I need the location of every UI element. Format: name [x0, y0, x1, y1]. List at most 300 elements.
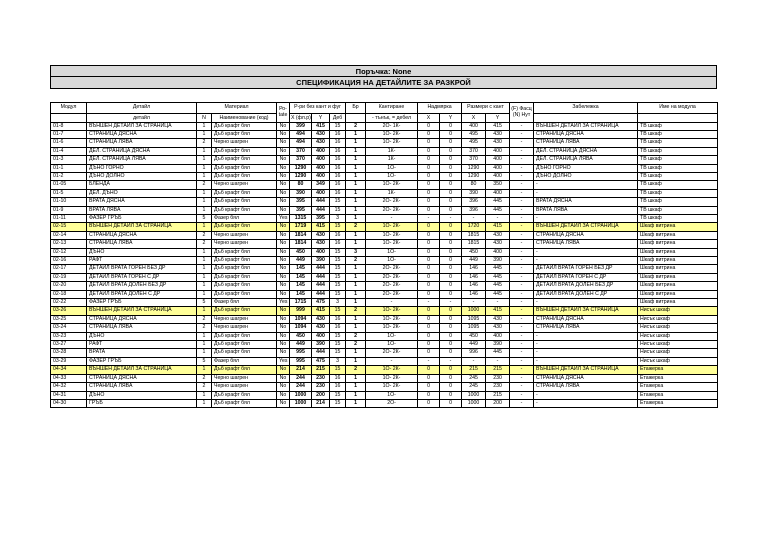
size-y-cell: 400	[312, 332, 330, 340]
edge-band-cell: 2О- 2К-	[366, 282, 418, 290]
edged-y-cell: 445	[486, 349, 510, 357]
detail-name-cell: БЛЕНДА	[87, 181, 197, 189]
rotate-cell: No	[277, 189, 290, 197]
size-y-cell: 390	[312, 257, 330, 265]
module-code-cell: 04-32	[51, 383, 87, 391]
note-cell: ДЕЛ. СТРАНИЦА ЛЯВА	[534, 156, 638, 164]
hdr-module-sub	[51, 113, 87, 122]
grain-cell: -	[510, 374, 534, 382]
allowance-x-cell: -	[418, 299, 440, 307]
edged-x-cell: 1000	[462, 399, 486, 407]
number-cell: 1	[197, 122, 212, 130]
note-cell: -	[534, 349, 638, 357]
rotate-cell: Yes	[277, 357, 290, 365]
count-cell: 1	[346, 130, 366, 138]
rotate-cell: No	[277, 265, 290, 273]
detail-name-cell: ГРЪБ	[87, 399, 197, 407]
count-cell: 1	[346, 324, 366, 332]
hdr-y: Y	[312, 113, 330, 122]
thickness-cell: 16	[330, 231, 346, 239]
module-code-cell: 02-14	[51, 231, 87, 239]
allowance-y-cell: 0	[440, 349, 462, 357]
hdr-rotate: Ро- tate	[277, 103, 290, 123]
size-y-cell: 400	[312, 147, 330, 155]
rotate-cell: No	[277, 147, 290, 155]
material-cell: Дъб крафт бял	[212, 257, 277, 265]
number-cell: 1	[197, 248, 212, 256]
edge-band-cell: 1О- 2К-	[366, 181, 418, 189]
thickness-cell: 16	[330, 324, 346, 332]
edged-x-cell: 146	[462, 282, 486, 290]
detail-name-cell: СТРАНИЦА ДЯСНА	[87, 231, 197, 239]
allowance-y-cell: 0	[440, 341, 462, 349]
module-code-cell: 02-16	[51, 257, 87, 265]
note-cell: -	[534, 332, 638, 340]
thickness-cell: 15	[330, 248, 346, 256]
module-name-cell: ТВ шкаф	[638, 164, 718, 172]
allowance-x-cell: 0	[418, 273, 440, 281]
rotate-cell: Yes	[277, 299, 290, 307]
edged-x-cell: 80	[462, 181, 486, 189]
note-cell: ДЕТАЙЛ ВРАТА ДОЛЕН БЕЗ ДР	[534, 282, 638, 290]
allowance-x-cell: 0	[418, 156, 440, 164]
allowance-x-cell: 0	[418, 223, 440, 231]
edge-band-cell: 1О- 2К-	[366, 139, 418, 147]
grain-cell: -	[510, 357, 534, 365]
size-x-cell: 80	[290, 181, 312, 189]
detail-name-cell: ДЕТАЙЛ ВРАТА ГОРЕН С ДР	[87, 273, 197, 281]
allowance-y-cell: 0	[440, 156, 462, 164]
table-row	[51, 332, 718, 340]
module-name-cell: Нисък шкаф	[638, 341, 718, 349]
count-cell: 1	[346, 290, 366, 298]
count-cell: 1	[346, 156, 366, 164]
module-name-cell: Шкаф витрина	[638, 290, 718, 298]
detail-name-cell: ДЪНО ДОЛНО	[87, 172, 197, 180]
number-cell: 1	[197, 164, 212, 172]
count-cell: 1	[346, 399, 366, 407]
module-name-cell: ТВ шкаф	[638, 172, 718, 180]
size-y-cell: 444	[312, 273, 330, 281]
grain-cell: -	[510, 122, 534, 130]
size-y-cell: 430	[312, 324, 330, 332]
material-cell: Дъб крафт бял	[212, 122, 277, 130]
hdr-detail: Детайл	[87, 103, 197, 114]
number-cell: 1	[197, 198, 212, 206]
thickness-cell: 15	[330, 122, 346, 130]
module-code-cell: 01-5	[51, 189, 87, 197]
edge-band-cell: 2О- 2К-	[366, 273, 418, 281]
thickness-cell: 3	[330, 214, 346, 222]
rotate-cell: No	[277, 231, 290, 239]
count-cell: 1	[346, 147, 366, 155]
hdr-allow-x: X	[418, 113, 440, 122]
module-code-cell: 02-18	[51, 290, 87, 298]
size-y-cell: 395	[312, 214, 330, 222]
module-code-cell: 02-19	[51, 273, 87, 281]
size-x-cell: 1094	[290, 315, 312, 323]
edged-y-cell: 200	[486, 399, 510, 407]
thickness-cell: 16	[330, 383, 346, 391]
number-cell: 1	[197, 399, 212, 407]
number-cell: 1	[197, 147, 212, 155]
order-title: Поръчка: None	[50, 65, 717, 77]
edge-band-cell: 1К-	[366, 156, 418, 164]
edged-x-cell: 390	[462, 189, 486, 197]
number-cell: 1	[197, 366, 212, 374]
rotate-cell: No	[277, 206, 290, 214]
grain-cell: -	[510, 248, 534, 256]
note-cell: ВЪНШЕН ДЕТАЙЛ ЗА СТРАНИЦА	[534, 223, 638, 231]
count-cell: 1	[346, 391, 366, 399]
edge-band-cell: 1О- 2К-	[366, 130, 418, 138]
table-row	[51, 257, 718, 265]
detail-name-cell: ДЪНО ГОРНО	[87, 164, 197, 172]
module-name-cell: Шкаф витрина	[638, 273, 718, 281]
size-y-cell: 444	[312, 265, 330, 273]
allowance-y-cell: 0	[440, 366, 462, 374]
material-cell: Черно шагрен	[212, 324, 277, 332]
detail-name-cell: ДЕЛ. СТРАНИЦА ЛЯВА	[87, 156, 197, 164]
note-cell: ДЕТАЙЛ ВРАТА ГОРЕН С ДР	[534, 273, 638, 281]
material-cell: Дъб крафт бял	[212, 189, 277, 197]
thickness-cell: 15	[330, 198, 346, 206]
size-x-cell: 145	[290, 273, 312, 281]
number-cell: 2	[197, 374, 212, 382]
grain-cell: -	[510, 349, 534, 357]
table-row	[51, 391, 718, 399]
table-row	[51, 223, 718, 231]
size-x-cell: 450	[290, 332, 312, 340]
count-cell: 1	[346, 206, 366, 214]
detail-name-cell: ФАЗЕР ГРЪБ	[87, 357, 197, 365]
grain-cell: -	[510, 257, 534, 265]
note-cell: СТРАНИЦА ДЯСНА	[534, 374, 638, 382]
module-name-cell: ТВ шкаф	[638, 206, 718, 214]
detail-name-cell: ДЕТАЙЛ ВРАТА ГОРЕН БЕЗ ДР	[87, 265, 197, 273]
module-code-cell: 02-20	[51, 282, 87, 290]
table-row	[51, 240, 718, 248]
size-y-cell: 444	[312, 290, 330, 298]
size-x-cell: 1814	[290, 240, 312, 248]
rotate-cell: No	[277, 341, 290, 349]
module-name-cell: Шкаф витрина	[638, 231, 718, 239]
thickness-cell: 15	[330, 265, 346, 273]
table-row	[51, 366, 718, 374]
edged-y-cell: 430	[486, 231, 510, 239]
number-cell: 2	[197, 315, 212, 323]
rotate-cell: No	[277, 198, 290, 206]
allowance-x-cell: 0	[418, 307, 440, 315]
note-cell: -	[534, 248, 638, 256]
size-x-cell: 450	[290, 248, 312, 256]
module-name-cell: Шкаф витрина	[638, 223, 718, 231]
material-cell: Дъб крафт бял	[212, 147, 277, 155]
size-y-cell: 400	[312, 172, 330, 180]
grain-cell: -	[510, 366, 534, 374]
module-code-cell: 03-23	[51, 332, 87, 340]
table-row	[51, 248, 718, 256]
material-cell: Дъб крафт бял	[212, 307, 277, 315]
allowance-y-cell: 0	[440, 122, 462, 130]
edged-y-cell: 230	[486, 374, 510, 382]
detail-name-cell: СТРАНИЦА ЛЯВА	[87, 240, 197, 248]
number-cell: 5	[197, 357, 212, 365]
allowance-y-cell: 0	[440, 240, 462, 248]
note-cell: СТРАНИЦА ЛЯВА	[534, 139, 638, 147]
allowance-x-cell: 0	[418, 164, 440, 172]
module-name-cell: Нисък шкаф	[638, 324, 718, 332]
grain-cell: -	[510, 198, 534, 206]
size-x-cell: 494	[290, 139, 312, 147]
hdr-edge-desc: - тънък, = дебел	[366, 113, 418, 122]
count-cell: 1	[346, 189, 366, 197]
spec-sheet	[50, 65, 717, 408]
module-code-cell: 02-22	[51, 299, 87, 307]
edged-x-cell: 146	[462, 265, 486, 273]
edged-y-cell: 445	[486, 206, 510, 214]
size-y-cell: 400	[312, 156, 330, 164]
detail-name-cell: ДЪНО	[87, 391, 197, 399]
table-row	[51, 324, 718, 332]
count-cell: 1	[346, 265, 366, 273]
module-name-cell: Нисък шкаф	[638, 332, 718, 340]
size-x-cell: 1290	[290, 164, 312, 172]
module-code-cell: 02-13	[51, 240, 87, 248]
module-code-cell: 03-29	[51, 357, 87, 365]
size-y-cell: 400	[312, 164, 330, 172]
thickness-cell: 15	[330, 332, 346, 340]
grain-cell: -	[510, 391, 534, 399]
allowance-x-cell: 0	[418, 147, 440, 155]
edged-x-cell: 245	[462, 374, 486, 382]
edged-x-cell: 449	[462, 257, 486, 265]
size-x-cell: 145	[290, 290, 312, 298]
size-x-cell: 145	[290, 265, 312, 273]
hdr-count: Бр	[346, 103, 366, 114]
allowance-y-cell: 0	[440, 290, 462, 298]
table-row	[51, 206, 718, 214]
module-name-cell: ТВ шкаф	[638, 156, 718, 164]
thickness-cell: 16	[330, 139, 346, 147]
size-y-cell: 230	[312, 383, 330, 391]
spec-table	[50, 102, 718, 408]
material-cell: Черно шагрен	[212, 139, 277, 147]
note-cell: -	[534, 299, 638, 307]
module-name-cell: ТВ шкаф	[638, 147, 718, 155]
edged-x-cell: 996	[462, 349, 486, 357]
hdr-detail-sub: детайл	[87, 113, 197, 122]
size-x-cell: 1094	[290, 324, 312, 332]
allowance-x-cell: 0	[418, 231, 440, 239]
number-cell: 1	[197, 290, 212, 298]
grain-cell: -	[510, 181, 534, 189]
note-cell: ВЪНШЕН ДЕТАЙЛ ЗА СТРАНИЦА	[534, 366, 638, 374]
edged-y-cell: 445	[486, 282, 510, 290]
thickness-cell: 16	[330, 164, 346, 172]
size-y-cell: 475	[312, 357, 330, 365]
number-cell: 1	[197, 265, 212, 273]
size-y-cell: 444	[312, 349, 330, 357]
edged-x-cell: 1095	[462, 324, 486, 332]
detail-name-cell: ВЪНШЕН ДЕТАЙЛ ЗА СТРАНИЦА	[87, 122, 197, 130]
edged-x-cell: -	[462, 357, 486, 365]
material-cell: Дъб крафт бял	[212, 198, 277, 206]
allowance-x-cell: 0	[418, 189, 440, 197]
edged-y-cell: 430	[486, 315, 510, 323]
allowance-y-cell: -	[440, 214, 462, 222]
grain-cell: -	[510, 332, 534, 340]
edge-band-cell: 1О- 2К-	[366, 324, 418, 332]
hdr-allow-y: Y	[440, 113, 462, 122]
thickness-cell: 15	[330, 307, 346, 315]
note-cell: ДЕЛ. СТРАНИЦА ДЯСНА	[534, 147, 638, 155]
module-code-cell: 01-4	[51, 147, 87, 155]
size-x-cell: 1000	[290, 391, 312, 399]
material-cell: Дъб крафт бял	[212, 282, 277, 290]
count-cell: 1	[346, 198, 366, 206]
hdr-number: N	[197, 113, 212, 122]
size-y-cell: 214	[312, 399, 330, 407]
module-code-cell: 01-11	[51, 214, 87, 222]
module-code-cell: 01-05	[51, 181, 87, 189]
thickness-cell: 16	[330, 147, 346, 155]
rotate-cell: No	[277, 130, 290, 138]
module-code-cell: 01-7	[51, 130, 87, 138]
grain-cell: -	[510, 273, 534, 281]
edged-y-cell: 400	[486, 164, 510, 172]
material-cell: Дъб крафт бял	[212, 265, 277, 273]
allowance-x-cell: 0	[418, 290, 440, 298]
size-x-cell: 1000	[290, 399, 312, 407]
size-x-cell: 449	[290, 257, 312, 265]
allowance-x-cell: 0	[418, 366, 440, 374]
detail-name-cell: ВЪНШЕН ДЕТАЙЛ ЗА СТРАНИЦА	[87, 307, 197, 315]
detail-name-cell: РАФТ	[87, 341, 197, 349]
edged-x-cell: 1095	[462, 315, 486, 323]
allowance-x-cell: -	[418, 357, 440, 365]
allowance-x-cell: 0	[418, 265, 440, 273]
edged-x-cell: 215	[462, 366, 486, 374]
detail-name-cell: ВЪНШЕН ДЕТАЙЛ ЗА СТРАНИЦА	[87, 223, 197, 231]
module-code-cell: 03-28	[51, 349, 87, 357]
module-name-cell: Шкаф витрина	[638, 257, 718, 265]
module-code-cell: 03-25	[51, 315, 87, 323]
allowance-y-cell: 0	[440, 181, 462, 189]
count-cell: 1	[346, 172, 366, 180]
edged-y-cell: 390	[486, 257, 510, 265]
grain-cell: -	[510, 223, 534, 231]
material-cell: Дъб крафт бял	[212, 399, 277, 407]
detail-name-cell: ФАЗЕР ГРЪБ	[87, 299, 197, 307]
detail-name-cell: ДЕТАЙЛ ВРАТА ДОЛЕН С ДР	[87, 290, 197, 298]
rotate-cell: No	[277, 374, 290, 382]
count-cell: 1	[346, 282, 366, 290]
material-cell: Дъб крафт бял	[212, 130, 277, 138]
module-name-cell: Етажерка	[638, 383, 718, 391]
edged-x-cell: -	[462, 214, 486, 222]
size-y-cell: 200	[312, 391, 330, 399]
number-cell: 1	[197, 172, 212, 180]
module-name-cell: Нисък шкаф	[638, 315, 718, 323]
module-name-cell: ТВ шкаф	[638, 198, 718, 206]
size-x-cell: 1814	[290, 231, 312, 239]
edged-x-cell: 1815	[462, 231, 486, 239]
thickness-cell: 15	[330, 223, 346, 231]
edged-x-cell: 146	[462, 290, 486, 298]
size-x-cell: 1715	[290, 299, 312, 307]
allowance-x-cell: 0	[418, 399, 440, 407]
allowance-x-cell: 0	[418, 130, 440, 138]
edged-y-cell: 415	[486, 122, 510, 130]
size-x-cell: 244	[290, 374, 312, 382]
module-name-cell: Шкаф витрина	[638, 282, 718, 290]
note-cell: -	[534, 189, 638, 197]
material-cell: Дъб крафт бял	[212, 164, 277, 172]
module-name-cell: Шкаф витрина	[638, 240, 718, 248]
table-row	[51, 156, 718, 164]
thickness-cell: 15	[330, 391, 346, 399]
thickness-cell: 3	[330, 299, 346, 307]
module-name-cell: Етажерка	[638, 391, 718, 399]
edged-x-cell: 396	[462, 206, 486, 214]
rotate-cell: No	[277, 324, 290, 332]
number-cell: 1	[197, 307, 212, 315]
edge-band-cell: 1О- 2К-	[366, 374, 418, 382]
number-cell: 1	[197, 391, 212, 399]
thickness-cell: 15	[330, 341, 346, 349]
module-code-cell: 04-33	[51, 374, 87, 382]
allowance-y-cell: -	[440, 299, 462, 307]
number-cell: 1	[197, 223, 212, 231]
allowance-x-cell: 0	[418, 240, 440, 248]
rotate-cell: No	[277, 181, 290, 189]
detail-name-cell: СТРАНИЦА ЛЯВА	[87, 383, 197, 391]
module-name-cell: ТВ шкаф	[638, 181, 718, 189]
edged-x-cell: 370	[462, 156, 486, 164]
allowance-y-cell: 0	[440, 399, 462, 407]
size-y-cell: 349	[312, 181, 330, 189]
rotate-cell: No	[277, 223, 290, 231]
thickness-cell: 16	[330, 240, 346, 248]
edged-x-cell: 146	[462, 273, 486, 281]
grain-cell: -	[510, 164, 534, 172]
note-cell: СТРАНИЦА ДЯСНА	[534, 130, 638, 138]
rotate-cell: No	[277, 172, 290, 180]
note-cell: -	[534, 391, 638, 399]
material-cell: Фазер бял	[212, 299, 277, 307]
allowance-y-cell: 0	[440, 324, 462, 332]
edged-x-cell: 1815	[462, 240, 486, 248]
number-cell: 5	[197, 214, 212, 222]
thickness-cell: 3	[330, 357, 346, 365]
rotate-cell: No	[277, 349, 290, 357]
edged-y-cell: 430	[486, 139, 510, 147]
table-row	[51, 265, 718, 273]
edged-x-cell: 495	[462, 139, 486, 147]
edged-y-cell: 445	[486, 290, 510, 298]
edged-y-cell: 430	[486, 324, 510, 332]
detail-name-cell: СТРАНИЦА ДЯСНА	[87, 315, 197, 323]
edge-band-cell: 1О- 2К-	[366, 223, 418, 231]
allowance-y-cell: 0	[440, 374, 462, 382]
hdr-count-sub	[346, 113, 366, 122]
edge-band-cell: 2О- 1К-	[366, 122, 418, 130]
thickness-cell: 15	[330, 290, 346, 298]
module-code-cell: 01-1	[51, 164, 87, 172]
edge-band-cell: 1О-	[366, 172, 418, 180]
hdr-notes: Забележка	[534, 103, 638, 114]
